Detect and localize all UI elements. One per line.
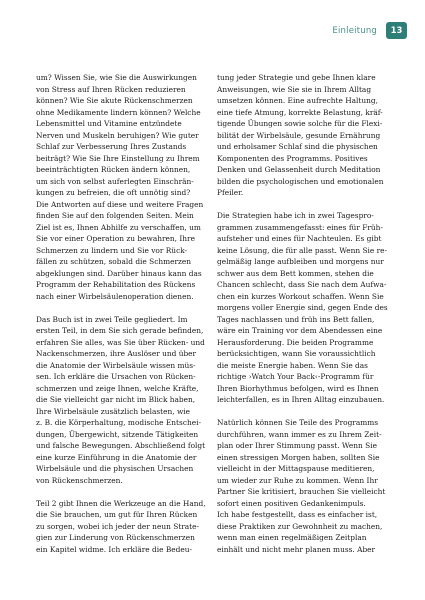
left-text-column [36, 72, 206, 555]
text-line: zu sorgen, wobei ich jeder der neun Strate- [36, 521, 200, 531]
text-line: Sie vor einer Operation zu bewahren, Ihre [36, 234, 195, 243]
text-line: plan oder Ihrer Stimmung passt. Wenn Sie [217, 441, 377, 450]
text-line: bilität der Wirbelsäule, gesunde Ernährung [217, 130, 381, 140]
paragraph [217, 210, 388, 406]
text-line: vielleicht in der Mittagspause meditieren, [217, 464, 375, 473]
text-line: Schmerzen zu lindern und Sie vor Rück- [36, 245, 188, 255]
text-line: ein Kapitel widme. Ich erkläre die Bedeu- [36, 544, 192, 554]
text-line: einen stressigen Morgen haben, sollten Sie [217, 452, 380, 462]
text-line: chen ein kurzes Workout schaffen. Wenn Sie [217, 291, 384, 301]
text-line: Teil 2 gibt Ihnen die Werkzeuge an die Hand, [36, 498, 206, 508]
text-line: die Sie brauchen, um gut für Ihren Rücken [36, 510, 198, 519]
text-line: morgens voller Energie sind, gegen Ende des [217, 303, 388, 312]
paragraph [217, 417, 386, 555]
text-line: schmerzen und zeige Ihnen, welche Kräfte, [36, 383, 199, 393]
section-title: Einleitung [332, 26, 377, 36]
text-line: tung jeder Strategie und gebe Ihnen klare [217, 73, 376, 82]
text-line: erfahren Sie alles, was Sie über Rücken- und [36, 337, 205, 347]
text-line: Ich habe festgestellt, dass es einfacher ist, [217, 510, 378, 519]
text-line: Anweisungen, wie Sie sie in Ihrem Alltag [217, 84, 372, 94]
text-line: bilden die psychologischen und emotionalen [217, 176, 384, 186]
text-line: sen. Ich erkläre die Ursachen von Rücken- [36, 372, 196, 381]
right-text-column [217, 72, 388, 555]
text-line: Ziel ist es, Ihnen Abhilfe zu verschaffen, um [36, 222, 201, 232]
text-line: Wirbelsäule und die physischen Ursachen [36, 464, 194, 473]
text-line: die Sie vielleicht gar nicht im Blick haben, [36, 395, 196, 404]
text-line: umsetzen können. Eine aufrechte Haltung, [217, 96, 378, 105]
text-line: wäre ein Training vor dem Abendessen eine [217, 326, 383, 335]
text-line: gien zur Linderung von Rückenschmerzen [36, 533, 195, 542]
page-number-badge: 13 [386, 22, 407, 39]
text-line: beeinträchtigten Rücken ändern können, [36, 165, 191, 174]
text-line: Die Antworten auf diese und weitere Fragen [36, 199, 204, 209]
text-line: Denken und Gelassenheit durch Meditation [217, 165, 381, 174]
text-line: richtige ›Watch Your Back‹-Programm für [217, 372, 374, 381]
text-line: keine Lösung, die für alle passt. Wenn Sie re- [217, 245, 388, 255]
text-line: von Stress auf Ihren Rücken reduzieren [36, 84, 186, 94]
paragraph [36, 314, 206, 487]
text-line: Programm der Rehabilitation des Rückens [36, 280, 196, 289]
paragraph [36, 498, 206, 556]
text-line: sofort einen positiven Gedankenimpuls. [217, 498, 366, 508]
text-line: abgeklungen sind. Darüber hinaus kann das [36, 268, 202, 278]
text-line: kungen zu befreien, die oft unnötig sind? [36, 188, 191, 197]
text-line: schwer aus dem Bett kommen, stehen die [217, 268, 374, 278]
text-line: eine tiefe Atmung, korrekte Belastung, kräf- [217, 107, 383, 117]
text-line: um? Wissen Sie, wie Sie die Auswirkungen [36, 73, 197, 82]
text-line: Ihre Wirbelsäule zusätzlich belasten, wie [36, 406, 191, 416]
text-line: ohne Medikamente lindern können? Welche [36, 107, 201, 117]
text-line: Herausforderung. Die beiden Programme [217, 337, 374, 347]
text-line: Chancen schlecht, dass Sie nach dem Aufwa- [217, 280, 387, 289]
paragraph [217, 72, 382, 199]
text-line: können? Wie Sie akute Rückenschmerzen [36, 96, 193, 105]
text-line: Natürlich können Sie Teile des Programms [217, 418, 379, 427]
text-line: z. B. die Körperhaltung, modische Entschei- [36, 418, 201, 427]
text-line: Komponenten des Programms. Positives [217, 153, 368, 163]
text-line: einhält und nicht mehr planen muss. Aber [217, 544, 376, 554]
text-line: leichterfallen, es in Ihren Alltag einzubauen. [217, 395, 385, 404]
text-line: durchführen, wann immer es zu Ihrem Zeit- [217, 429, 382, 439]
text-line: nach einer Wirbelsäulenoperation dienen. [36, 291, 194, 301]
text-line: dungen, Übergewicht, sitzende Tätigkeiten [36, 429, 199, 439]
text-line: fällen zu schützen, sobald die Schmerzen [36, 257, 192, 266]
text-line: Schlaf zur Verbesserung Ihres Zustands [36, 142, 187, 151]
paragraph [36, 72, 204, 302]
text-line: grammen zusammengefasst: eines für Früh- [217, 222, 383, 232]
text-line: wenn man einen regelmäßigen Zeitplan [217, 533, 367, 542]
text-line: Partner Sie kritisiert, brauchen Sie vielleicht [217, 487, 386, 496]
text-line: um sich von selbst auferlegten Einschrän- [36, 176, 194, 186]
text-line: tigende Übungen sowie solche für die Flexi- [217, 119, 383, 128]
text-line: eine kurze Einführung in die Anatomie der [36, 452, 197, 462]
text-line: beiträgt? Wie Sie Ihre Einstellung zu Ihrem [36, 153, 200, 163]
text-line: Pfeiler. [217, 188, 244, 197]
text-line: aufsteher und eines für Nachteulen. Es gibt [217, 234, 382, 243]
text-line: gelmäßig lange aufbleiben und morgens nur [217, 257, 384, 266]
text-line: und erholsamer Schlaf sind die physischen [217, 142, 378, 151]
text-line: diese Praktiken zur Gewohnheit zu machen, [217, 521, 383, 531]
text-line: Tages nachlassen und früh ins Bett fallen, [217, 314, 375, 324]
text-line: und falsche Bewegungen. Abschließend folgt [36, 441, 206, 450]
text-line: Nackenschmerzen, ihre Auslöser und über [36, 349, 197, 358]
text-line: die Anatomie der Wirbelsäule wissen müs- [36, 360, 196, 370]
text-line: Die Strategien habe ich in zwei Tagespro- [217, 211, 374, 220]
text-line: von Rückenschmerzen. [36, 475, 123, 485]
text-line: ersten Teil, in dem Sie sich gerade befinden, [36, 326, 204, 335]
text-line: Das Buch ist in zwei Teile gegliedert. Im [36, 314, 188, 324]
text-line: Nerven und Muskeln beruhigen? Wie guter [36, 130, 199, 140]
text-line: die meiste Energie haben. Wenn Sie das [217, 360, 368, 370]
text-line: um wieder zur Ruhe zu kommen. Wenn Ihr [217, 475, 378, 485]
text-line: Ihren Biorhythmus befolgen, wird es Ihnen [217, 383, 379, 393]
text-line: finden Sie auf den folgenden Seiten. Mein [36, 211, 194, 220]
text-line: berücksichtigen, wann Sie voraussichtlich [217, 349, 376, 358]
text-line: Lebensmittel und Vitamine entzündete [36, 119, 182, 128]
